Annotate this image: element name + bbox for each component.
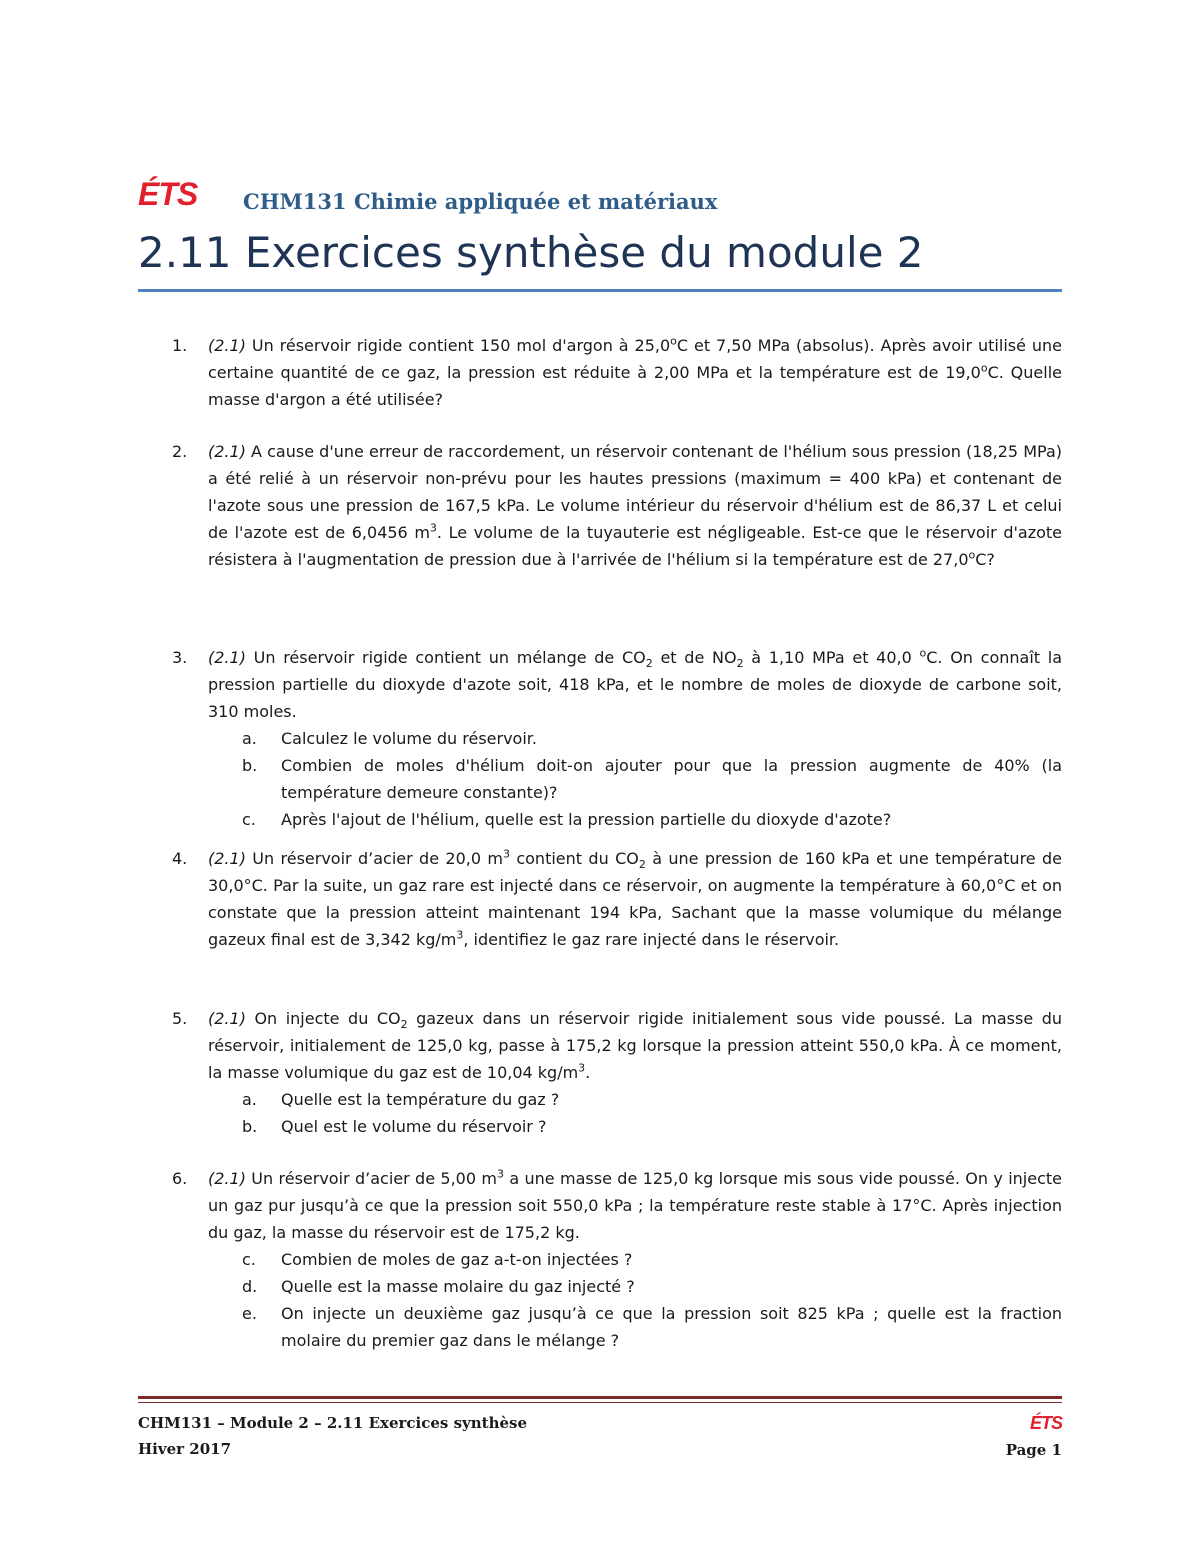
sub-question-text: Combien de moles d'hélium doit-on ajouter pour que la pression augmente de 40% (la température demeure constante)? [281, 756, 1062, 802]
title-divider [138, 289, 1062, 292]
question-body: On injecte du $CO_2$ gazeux dans un réservoir rigide initialement sous vide poussé. La masse du réservoir, initialement de 125,0 kg, passe à 175,2 kg lorsque la pression atteint 550,0 kPa. À ce moment, la masse volumique du gaz est de 10,04 $kg/m^3$. [208, 1009, 1062, 1082]
question-reference: (2.1) [208, 648, 246, 667]
sub-question [208, 806, 1062, 833]
sub-question-letter: a. [242, 729, 257, 748]
page-title: 2.11 Exercices synthèse du module 2 [138, 228, 924, 277]
sub-question-text: Calculez le volume du réservoir. [281, 729, 537, 748]
sub-question-letter: a. [242, 1090, 257, 1109]
sub-question-text: Quelle est la température du gaz ? [281, 1090, 560, 1109]
footer-left [138, 1410, 527, 1462]
question-item [138, 332, 1062, 413]
sub-question [208, 752, 1062, 806]
question-reference: (2.1) [208, 336, 246, 355]
question-reference: (2.1) [208, 1169, 246, 1188]
question-item [138, 1005, 1062, 1140]
question-body: A cause d'une erreur de raccordement, un réservoir contenant de l'hélium sous pression (18,25 MPa) a été relié à un réservoir non-prévu pour les hautes pressions (maximum = 400 kPa) et contenant de l'azote sous une pression de 167,5 kPa. Le volume intérieur du réservoir d'hélium est de 86,37 L et celui de l'azote est de 6,0456 $m^3$. Le volume de la tuyauterie est négligeable. Est-ce que le réservoir d'azote résistera à l'augmentation de pression due à l'arrivée de l'hélium si la température est de 27,0$^o$C? [208, 442, 1062, 569]
sub-question [208, 1273, 1062, 1300]
question-item [138, 438, 1062, 573]
sub-question-letter: b. [242, 1117, 258, 1136]
page-number: Page 1 [1005, 1441, 1062, 1459]
footer-divider [138, 1396, 1062, 1399]
footer-term: Hiver 2017 [138, 1440, 232, 1458]
question-reference: (2.1) [208, 442, 246, 461]
sub-question-text: Quel est le volume du réservoir ? [281, 1117, 547, 1136]
question-body: Un réservoir rigide contient un mélange de $CO_2$ et de $NO_2$ à 1,10 MPa et 40,0 $^o$C. On connaît la pression partielle du dioxyde d'azote soit, 418 kPa, et le nombre de moles de dioxyde de carbone soit, 310 moles. [208, 646, 1063, 721]
question-text [208, 845, 1062, 953]
sub-question [208, 1300, 1062, 1354]
question-number: 1. [172, 336, 188, 355]
footer-ets-logo: ÉTS [1029, 1413, 1062, 1433]
question-item [138, 644, 1062, 833]
footer-course-line: CHM131 – Module 2 – 2.11 Exercices synthèse [138, 1414, 528, 1432]
sub-question-text: Après l'ajout de l'hélium, quelle est la pression partielle du dioxyde d'azote? [281, 810, 892, 829]
question-number: 2. [172, 442, 188, 461]
question-text [208, 438, 1062, 573]
question-number: 3. [172, 648, 188, 667]
question-item [138, 1165, 1062, 1354]
question-body: Un réservoir rigide contient 150 mol d'argon à 25,0$^o$C et 7,50 MPa (absolus). Après avoir utilisé une certaine quantité de ce gaz, la pression est réduite à 2,00 MPa et la température est de 19,0$^o$C. Quelle masse d'argon a été utilisée? [208, 334, 1062, 409]
question-number: 5. [172, 1009, 188, 1028]
sub-question [208, 1113, 1062, 1140]
sub-question-letter: c. [242, 810, 256, 829]
question-item [138, 845, 1062, 953]
sub-question [208, 1246, 1062, 1273]
sub-question-text: On injecte un deuxième gaz jusqu’à ce que la pression soit 825 kPa ; quelle est la fraction molaire du premier gaz dans le mélange ? [281, 1304, 1062, 1350]
sub-question-letter: c. [242, 1250, 256, 1269]
question-text [208, 1005, 1062, 1086]
footer-divider-thin [138, 1402, 1062, 1403]
sub-question-letter: b. [242, 756, 258, 775]
question-number: 6. [172, 1169, 188, 1188]
sub-question-text: Quelle est la masse molaire du gaz injecté ? [281, 1277, 635, 1296]
question-reference: (2.1) [208, 849, 246, 868]
sub-question-letter: e. [242, 1304, 257, 1323]
course-name: CHM131 Chimie appliquée et matériaux [243, 189, 718, 214]
question-reference: (2.1) [208, 1009, 246, 1028]
footer-right [1006, 1410, 1062, 1463]
sub-question-text: Combien de moles de gaz a-t-on injectées ? [281, 1250, 633, 1269]
ets-logo: ÉTS [138, 176, 198, 212]
sub-question [208, 1086, 1062, 1113]
question-body: Un réservoir d’acier de 5,00 $m^3$ a une masse de 125,0 kg lorsque mis sous vide poussé. On y injecte un gaz pur jusqu’à ce que la pression soit 550,0 kPa ; la température reste stable à 17°C. Après injection du gaz, la masse du réservoir est de 175,2 kg. [208, 1167, 1062, 1242]
question-body: Un réservoir d’acier de 20,0 $m^3$ contient du $CO_2$ à une pression de 160 kPa et une température de 30,0°C. Par la suite, un gaz rare est injecté dans ce réservoir, on augmente la température à 60,0°C et on constate que la pression atteint maintenant 194 kPa, Sachant que la masse volumique du mélange gazeux final est de 3,342 $kg/m^3$, identifiez le gaz rare injecté dans le réservoir. [208, 847, 1062, 949]
question-text [208, 1165, 1062, 1246]
question-text [208, 332, 1062, 413]
sub-question [208, 725, 1062, 752]
sub-question-letter: d. [242, 1277, 258, 1296]
question-text [208, 644, 1062, 725]
question-number: 4. [172, 849, 188, 868]
